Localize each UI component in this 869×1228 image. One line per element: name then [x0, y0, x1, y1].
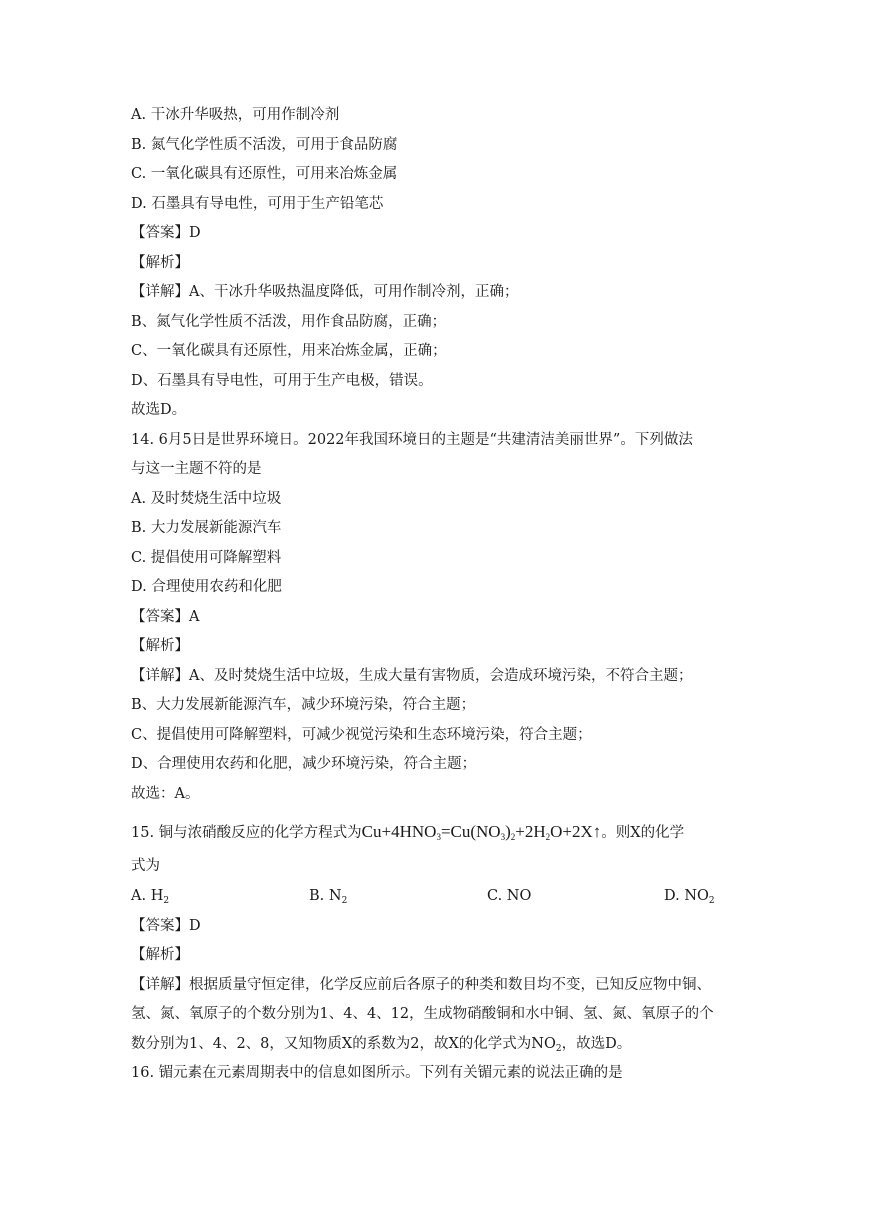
q13-detail-line: B、氮气化学性质不活泼，用作食品防腐，正确； — [131, 314, 447, 330]
q15-option-a: A. $H_2$ — [131, 888, 170, 906]
q14-answer: 【答案】A — [131, 609, 200, 625]
q15-detail-line: 数分别为1、4、2、8，又知物质X的系数为2，故X的化学式为$NO_2$，故选D。 — [131, 1036, 632, 1054]
q14-option-a: A. 及时焚烧生活中垃圾 — [131, 491, 282, 507]
q13-detail-line: 【详解】A、干冰升华吸热温度降低，可用作制冷剂，正确； — [131, 284, 519, 300]
q14-stem-line: 14. 6月5日是世界环境日。2022年我国环境日的主题是“共建清洁美丽世界”。下列做法 — [131, 432, 693, 448]
q14-option-b: B. 大力发展新能源汽车 — [131, 520, 282, 536]
q13-analysis-label: 【解析】 — [131, 255, 189, 271]
q14-detail-line: D、合理使用农药和化肥，减少环境污染，符合主题； — [131, 756, 477, 772]
q13-answer: 【答案】D — [131, 225, 201, 241]
q14-option-d: D. 合理使用农药和化肥 — [131, 579, 282, 595]
q13-option-d: D. 石墨具有导电性，可用于生产铅笔芯 — [131, 196, 384, 212]
q15-stem-prefix: 15. 铜与浓硝酸反应的化学方程式为 — [131, 825, 362, 841]
q13-detail-line: C、一氧化碳具有还原性，用来冶炼金属，正确； — [131, 343, 447, 359]
q15-option-d: D. $NO_2$ — [664, 888, 715, 906]
chemical-equation: $Cu+4HNO_3=Cu(NO_3)_2+2H_2O+2X↑$ — [361, 822, 602, 842]
q14-conclusion: 故选：A。 — [131, 786, 200, 802]
q13-option-b: B. 氮气化学性质不活泼，可用于食品防腐 — [131, 137, 398, 153]
q15-analysis-label: 【解析】 — [131, 947, 189, 963]
q14-option-c: C. 提倡使用可降解塑料 — [131, 550, 282, 566]
q13-option-c: C. 一氧化碳具有还原性，可用来冶炼金属 — [131, 166, 398, 182]
q14-analysis-label: 【解析】 — [131, 638, 189, 654]
q16-stem: 16. 镅元素在元素周期表中的信息如图所示。下列有关镅元素的说法正确的是 — [131, 1065, 623, 1081]
q14-stem-line: 与这一主题不符的是 — [131, 461, 262, 477]
q15-detail-line: 【详解】根据质量守恒定律，化学反应前后各原子的种类和数目均不变，已知反应物中铜、 — [131, 977, 711, 993]
q15-stem-suffix: 。则X的化学 — [601, 825, 685, 841]
q13-detail-line: D、石墨具有导电性，可用于生产电极，错误。 — [131, 373, 433, 389]
q15-stem-line — [131, 822, 684, 847]
q15-option-b: B. $N_2$ — [309, 888, 348, 906]
q15-stem-line: 式为 — [131, 858, 160, 874]
gas-arrow-icon: ↑ — [592, 822, 602, 841]
q13-option-a: A. 干冰升华吸热，可用作制冷剂 — [131, 107, 340, 123]
q15-answer: 【答案】D — [131, 918, 201, 934]
q14-detail-line: 【详解】A、及时焚烧生活中垃圾，生成大量有害物质，会造成环境污染，不符合主题； — [131, 668, 693, 684]
q13-conclusion: 故选D。 — [131, 402, 187, 418]
q14-detail-line: C、提倡使用可降解塑料，可减少视觉污染和生态环境污染，符合主题； — [131, 727, 592, 743]
q15-option-c: C. NO — [487, 888, 532, 904]
q14-detail-line: B、大力发展新能源汽车，减少环境污染，符合主题； — [131, 697, 476, 713]
q15-detail-line: 氢、氮、氧原子的个数分别为1、4、4、12，生成物硝酸铜和水中铜、氢、氮、氧原子的个 — [131, 1006, 714, 1022]
